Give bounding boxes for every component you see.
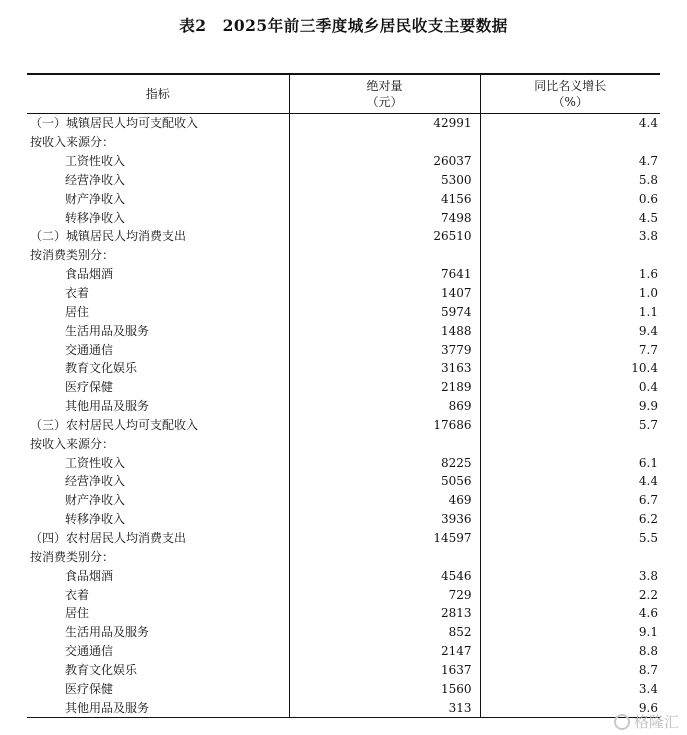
header-absolute-unit: （元）: [366, 95, 403, 109]
row-value: 2147: [289, 642, 480, 661]
row-label: 交通通信: [65, 342, 114, 357]
row-growth: 5.7: [480, 416, 660, 435]
row-growth: 4.5: [480, 208, 660, 227]
header-absolute: [289, 74, 480, 114]
row-growth: 10.4: [480, 359, 660, 378]
header-indicator: 指标: [145, 87, 170, 101]
row-growth: 3.4: [480, 679, 660, 698]
row-value: 729: [289, 585, 480, 604]
row-value: 3163: [289, 359, 480, 378]
row-label: 财产净收入: [65, 493, 126, 508]
header-growth-label: 同比名义增长: [534, 79, 607, 93]
row-label: 食品烟酒: [65, 267, 114, 282]
row-growth: 9.9: [480, 397, 660, 416]
row-label: 工资性收入: [65, 455, 126, 470]
row-growth: [480, 547, 660, 566]
row-value: [289, 133, 480, 152]
row-value: 17686: [289, 416, 480, 435]
row-value: 2189: [289, 378, 480, 397]
row-growth: 9.6: [480, 698, 660, 717]
table-row: [27, 152, 660, 171]
table-row: [27, 265, 660, 284]
row-label: 其他用品及服务: [65, 399, 150, 414]
row-growth: [480, 133, 660, 152]
row-value: 1407: [289, 284, 480, 303]
table-row: [27, 416, 660, 435]
row-value: 869: [289, 397, 480, 416]
header-growth: [480, 74, 660, 114]
row-label: （二）城镇居民人均消费支出: [30, 229, 187, 244]
row-growth: 6.7: [480, 491, 660, 510]
row-label: 医疗保健: [65, 681, 114, 696]
row-label: 衣着: [65, 587, 90, 602]
row-label: 其他用品及服务: [65, 700, 150, 715]
table-row: [27, 208, 660, 227]
row-value: 4156: [289, 189, 480, 208]
table-row: [27, 378, 660, 397]
table-row: [27, 227, 660, 246]
row-label: 转移净收入: [65, 512, 126, 527]
row-label: 经营净收入: [65, 172, 126, 187]
row-label: （一）城镇居民人均可支配收入: [30, 116, 199, 131]
row-label: （三）农村居民人均可支配收入: [30, 417, 199, 432]
row-growth: 9.4: [480, 321, 660, 340]
row-value: 1560: [289, 679, 480, 698]
row-value: 7498: [289, 208, 480, 227]
row-growth: 4.6: [480, 604, 660, 623]
row-value: 4546: [289, 566, 480, 585]
table-row: [27, 623, 660, 642]
row-label: 衣着: [65, 286, 90, 301]
table-header-row: [27, 74, 660, 114]
table-row: [27, 529, 660, 548]
row-growth: 1.0: [480, 284, 660, 303]
table-title: 表2 2025年前三季度城乡居民收支主要数据: [179, 16, 508, 35]
table-row: [27, 284, 660, 303]
row-value: 3779: [289, 340, 480, 359]
row-label: 工资性收入: [65, 154, 126, 169]
row-label: 食品烟酒: [65, 568, 114, 583]
row-growth: 3.8: [480, 566, 660, 585]
row-value: 5056: [289, 472, 480, 491]
table-row: [27, 434, 660, 453]
row-value: 26037: [289, 152, 480, 171]
table-row: [27, 453, 660, 472]
table-row: [27, 604, 660, 623]
table-row: [27, 340, 660, 359]
row-value: 42991: [289, 114, 480, 133]
table-row: [27, 679, 660, 698]
row-growth: [480, 434, 660, 453]
row-growth: [480, 246, 660, 265]
table-row: [27, 547, 660, 566]
row-label: 按消费类别分：: [30, 248, 115, 263]
row-label: 生活用品及服务: [65, 625, 150, 640]
row-growth: 4.4: [480, 114, 660, 133]
table-row: [27, 491, 660, 510]
watermark: [614, 711, 679, 732]
row-value: 469: [289, 491, 480, 510]
row-value: 14597: [289, 529, 480, 548]
row-value: 313: [289, 698, 480, 717]
table-row: [27, 114, 660, 133]
row-value: 1488: [289, 321, 480, 340]
table-row: [27, 642, 660, 661]
row-value: 852: [289, 623, 480, 642]
table-row: [27, 133, 660, 152]
table-row: [27, 397, 660, 416]
row-growth: 7.7: [480, 340, 660, 359]
row-growth: 6.2: [480, 510, 660, 529]
row-label: 财产净收入: [65, 191, 126, 206]
row-label: 按收入来源分：: [30, 436, 115, 451]
row-growth: 4.7: [480, 152, 660, 171]
row-growth: 8.7: [480, 660, 660, 679]
row-growth: 5.8: [480, 171, 660, 190]
row-label: 居住: [65, 606, 90, 621]
table-row: [27, 566, 660, 585]
row-label: 交通通信: [65, 644, 114, 659]
gelonghui-logo-icon: [614, 714, 630, 730]
row-value: [289, 547, 480, 566]
row-growth: 2.2: [480, 585, 660, 604]
row-value: 2813: [289, 604, 480, 623]
table-row: [27, 359, 660, 378]
row-label: 居住: [65, 304, 90, 319]
row-value: 5300: [289, 171, 480, 190]
row-label: 教育文化娱乐: [65, 361, 138, 376]
row-growth: 0.6: [480, 189, 660, 208]
row-growth: 1.1: [480, 302, 660, 321]
table-row: [27, 510, 660, 529]
row-value: 26510: [289, 227, 480, 246]
table-row: [27, 302, 660, 321]
row-growth: 3.8: [480, 227, 660, 246]
row-label: 教育文化娱乐: [65, 662, 138, 677]
row-growth: 4.4: [480, 472, 660, 491]
row-label: 经营净收入: [65, 474, 126, 489]
row-label: 生活用品及服务: [65, 323, 150, 338]
table-row: [27, 321, 660, 340]
row-value: 1637: [289, 660, 480, 679]
row-growth: 5.5: [480, 529, 660, 548]
row-label: 医疗保健: [65, 380, 114, 395]
row-growth: 8.8: [480, 642, 660, 661]
table-row: [27, 246, 660, 265]
row-growth: 0.4: [480, 378, 660, 397]
row-value: 5974: [289, 302, 480, 321]
row-value: 7641: [289, 265, 480, 284]
header-growth-unit: （%）: [552, 95, 588, 109]
table-row: [27, 171, 660, 190]
row-value: 3936: [289, 510, 480, 529]
table-row: [27, 698, 660, 717]
table-row: [27, 660, 660, 679]
table-row: [27, 585, 660, 604]
table-row: [27, 472, 660, 491]
row-value: [289, 246, 480, 265]
watermark-text: 格隆汇: [633, 713, 679, 731]
row-value: [289, 434, 480, 453]
row-growth: 9.1: [480, 623, 660, 642]
row-label: 按收入来源分：: [30, 135, 115, 150]
row-growth: 6.1: [480, 453, 660, 472]
row-growth: 1.6: [480, 265, 660, 284]
table-row: [27, 189, 660, 208]
income-expenditure-table: [27, 73, 660, 718]
row-value: 8225: [289, 453, 480, 472]
table-body: [27, 114, 660, 718]
row-label: 按消费类别分：: [30, 549, 115, 564]
row-label: （四）农村居民人均消费支出: [30, 530, 187, 545]
row-label: 转移净收入: [65, 210, 126, 225]
header-absolute-label: 绝对量: [366, 79, 403, 93]
